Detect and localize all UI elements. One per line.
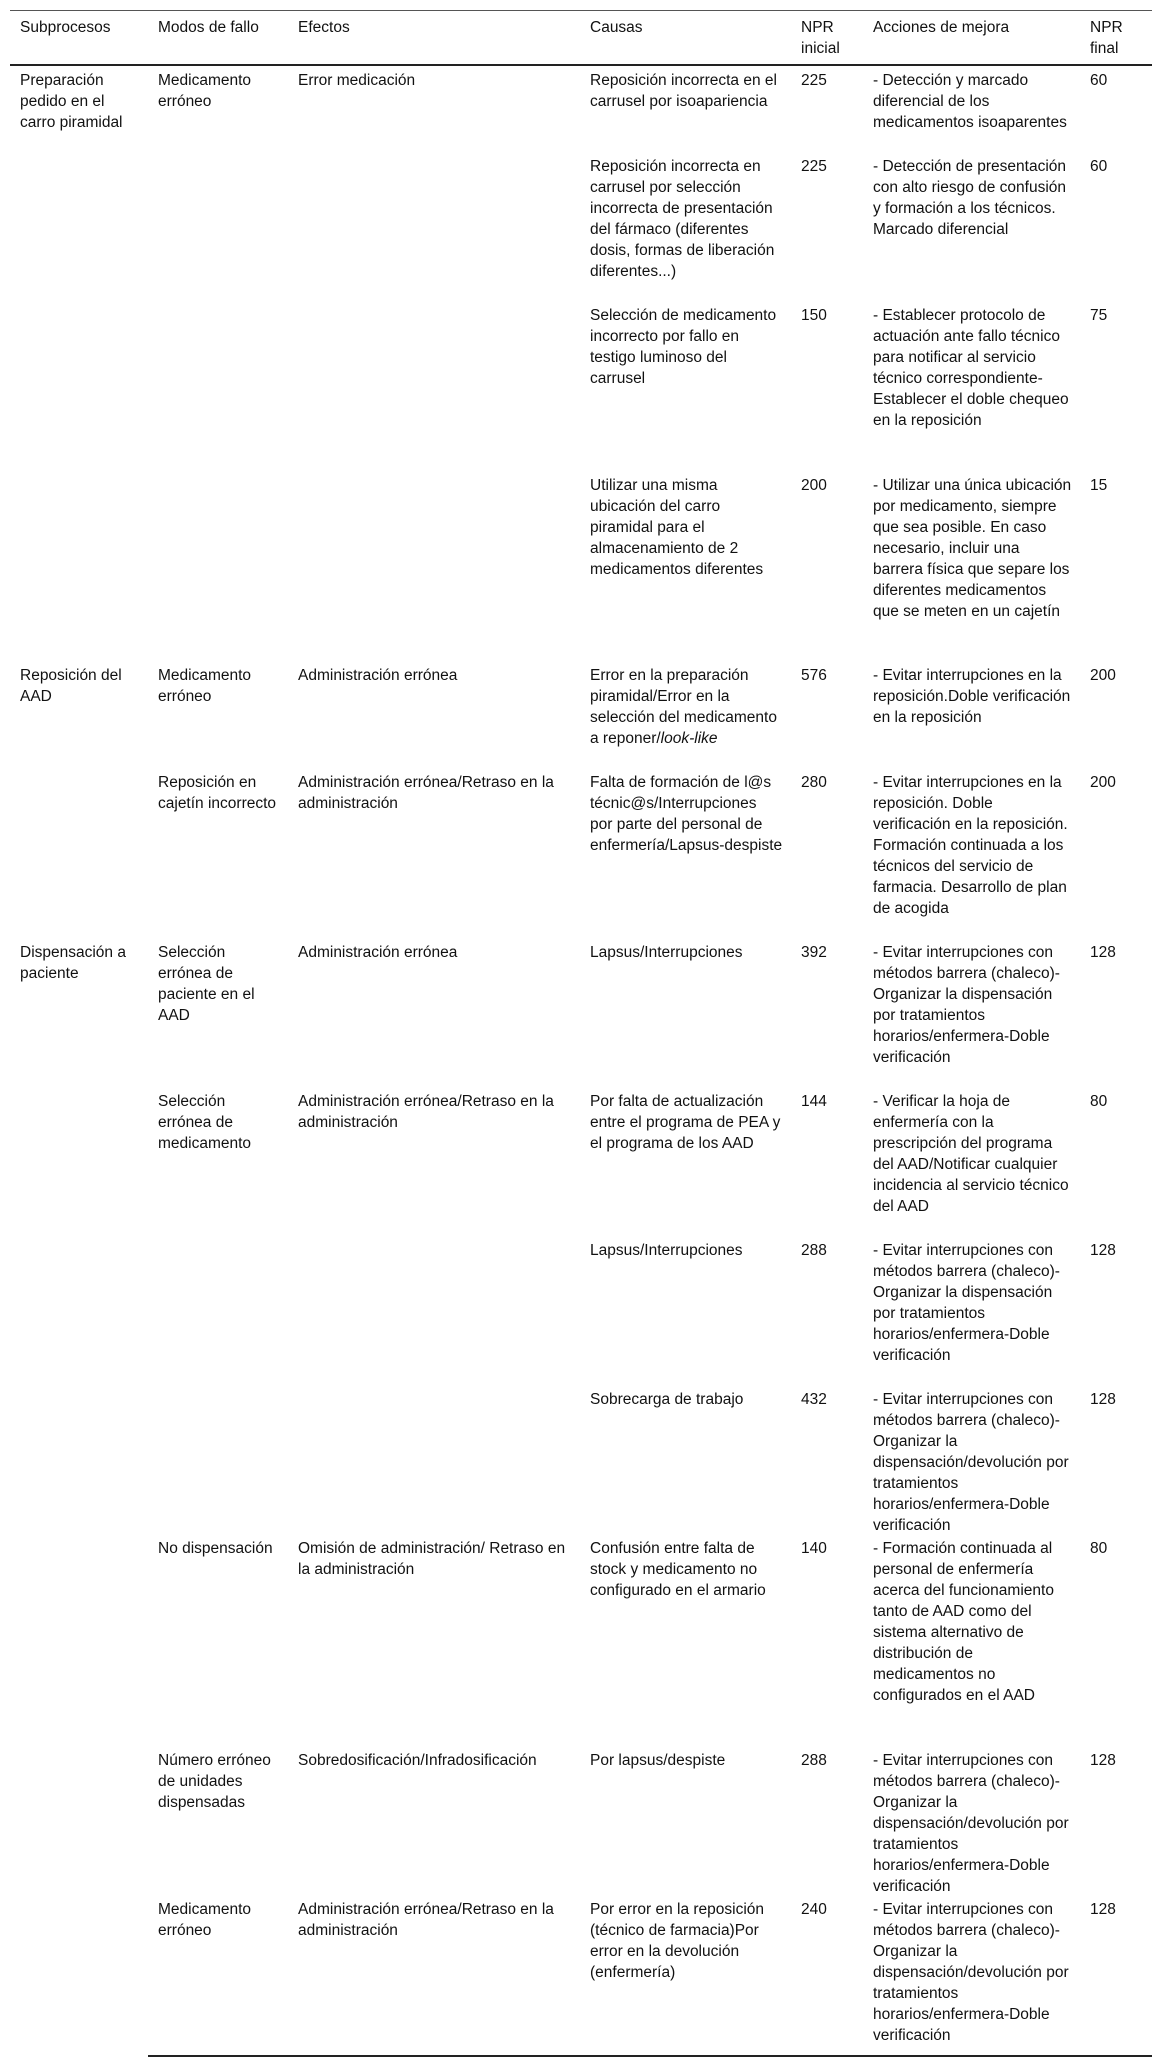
accion-mejora-cell: - Detección y marcado diferencial de los medicamentos isoaparentes <box>873 72 1067 131</box>
npr-inicial-cell: 144 <box>801 1093 827 1110</box>
npr-final-cell: 128 <box>1090 1752 1116 1769</box>
npr-final-cell: 75 <box>1090 307 1108 324</box>
causa-cell: Utilizar una misma ubicación del carro piramidal para el almacenamiento de 2 medicamentos diferentes <box>590 477 764 578</box>
header-npr-inicial: NPR inicial <box>791 11 863 66</box>
header-subprocesos: Subprocesos <box>10 11 148 66</box>
accion-mejora-cell: - Evitar interrupciones en la reposición. Doble verificación en la reposición. Formación continuada a los técnicos del servicio de farmacia. Desarrollo de plan de acogida <box>873 774 1068 917</box>
npr-inicial-cell: 225 <box>801 158 827 175</box>
modo-fallo-cell: Número erróneo de unidades dispensadas <box>158 1752 271 1811</box>
subproceso-cell: Dispensación a paciente <box>20 944 126 982</box>
causa-cell: Lapsus/Interrupciones <box>590 944 743 961</box>
npr-final-cell: 128 <box>1090 1242 1116 1259</box>
table-row <box>10 1091 1152 1240</box>
header-modos-de-fallo: Modos de fallo <box>148 11 288 66</box>
header-efectos: Efectos <box>288 11 580 66</box>
fmea-table <box>10 10 1152 2057</box>
npr-final-cell: 80 <box>1090 1540 1108 1557</box>
npr-final-cell: 200 <box>1090 774 1116 791</box>
modo-fallo-cell: Selección errónea de paciente en el AAD <box>158 944 255 1024</box>
causa-cell: Confusión entre falta de stock y medicamento no configurado en el armario <box>590 1540 766 1599</box>
accion-mejora-cell: - Detección de presentación con alto riesgo de confusión y formación a los técnicos. Marcado diferencial <box>873 158 1067 238</box>
npr-inicial-cell: 140 <box>801 1540 827 1557</box>
npr-inicial-cell: 225 <box>801 72 827 89</box>
modo-fallo-cell: Medicamento erróneo <box>148 1899 288 2056</box>
causa-cell: Por error en la reposición (técnico de farmacia)Por error en la devolución (enfermería) <box>580 1899 791 2056</box>
efecto-cell: Administración errónea/Retraso en la administración <box>298 774 554 812</box>
accion-mejora-cell: - Evitar interrupciones con métodos barrera (chaleco)- Organizar la dispensación por tratamientos horarios/enfermera-Doble verificación <box>873 944 1060 1066</box>
table-row <box>10 665 1152 772</box>
modo-fallo-cell: Selección errónea de medicamento <box>158 1093 252 1152</box>
modo-fallo-cell: Medicamento erróneo <box>158 72 252 110</box>
npr-final-cell: 200 <box>1090 667 1116 684</box>
table-row <box>10 65 1152 156</box>
subproceso-cell: Reposición del AAD <box>20 667 122 705</box>
npr-inicial-cell: 576 <box>801 667 827 684</box>
causa-cell: Reposición incorrecta en carrusel por selección incorrecta de presentación del fármaco (diferentes dosis, formas de liberación diferentes...) <box>590 158 775 280</box>
accion-mejora-cell: - Evitar interrupciones con métodos barrera (chaleco)- Organizar la dispensación/devolución por tratamientos horarios/enfermera-Doble verificación <box>873 1752 1069 1895</box>
causa-cell: Reposición incorrecta en el carrusel por isoapariencia <box>590 72 777 110</box>
causa-cell: Por lapsus/despiste <box>590 1752 726 1769</box>
causa-cell: Por falta de actualización entre el programa de PEA y el programa de los AAD <box>590 1093 781 1152</box>
npr-inicial-cell: 150 <box>801 307 827 324</box>
causa-italic-text: look-like <box>660 730 718 747</box>
npr-final-cell: 60 <box>1090 72 1108 89</box>
header-causas: Causas <box>580 11 791 66</box>
accion-mejora-cell: - Utilizar una única ubicación por medicamento, siempre que sea posible. En caso necesario, incluir una barrera física que separe los diferentes medicamentos que se meten en un cajetín <box>873 477 1072 620</box>
npr-inicial-cell: 280 <box>801 774 827 791</box>
efecto-cell: Error medicación <box>298 72 416 89</box>
npr-inicial-cell: 288 <box>801 1242 827 1259</box>
npr-final-cell: 15 <box>1090 477 1108 494</box>
efecto-cell: Administración errónea <box>298 667 458 684</box>
accion-mejora-cell: - Evitar interrupciones con métodos barrera (chaleco)- Organizar la dispensación por tratamientos horarios/enfermera-Doble verificación <box>873 1242 1060 1364</box>
npr-final-cell: 128 <box>1090 944 1116 961</box>
npr-final-cell: 128 <box>1090 1391 1116 1408</box>
accion-mejora-cell: - Evitar interrupciones con métodos barrera (chaleco)- Organizar la dispensación/devolución por tratamientos horarios/enfermera-Doble verificación <box>873 1391 1069 1534</box>
table-row <box>10 942 1152 1091</box>
npr-final-cell: 128 <box>1080 1899 1152 2056</box>
table-row <box>10 1538 1152 1750</box>
npr-inicial-cell: 200 <box>801 477 827 494</box>
modo-fallo-cell: Medicamento erróneo <box>158 667 252 705</box>
npr-final-cell: 80 <box>1090 1093 1108 1110</box>
modo-fallo-cell: No dispensación <box>158 1540 273 1557</box>
causa-cell: Selección de medicamento incorrecto por fallo en testigo luminoso del carrusel <box>590 307 777 387</box>
efecto-cell: Administración errónea <box>298 944 458 961</box>
efecto-cell: Administración errónea/Retraso en la administración <box>288 1899 580 2056</box>
npr-inicial-cell: 392 <box>801 944 827 961</box>
accion-mejora-cell: - Establecer protocolo de actuación ante fallo técnico para notificar al servicio técnico correspondiente- Establecer el doble chequeo en la reposición <box>873 307 1069 429</box>
causa-cell: Sobrecarga de trabajo <box>590 1391 744 1408</box>
table-row <box>10 1750 1152 1899</box>
table-row <box>10 772 1152 942</box>
modo-fallo-cell: Reposición en cajetín incorrecto <box>158 774 277 812</box>
accion-mejora-cell: - Verificar la hoja de enfermería con la prescripción del programa del AAD/Notificar cualquier incidencia al servicio técnico del AAD <box>873 1093 1069 1215</box>
accion-mejora-cell: - Evitar interrupciones con métodos barrera (chaleco)- Organizar la dispensación/devolución por tratamientos horarios/enfermera-Doble verificación <box>863 1899 1080 2056</box>
header-npr-final: NPR final <box>1080 11 1152 66</box>
accion-mejora-cell: - Evitar interrupciones en la reposición.Doble verificación en la reposición <box>873 667 1071 726</box>
header-acciones-de-mejora: Acciones de mejora <box>863 11 1080 66</box>
efecto-cell: Sobredosificación/Infradosificación <box>298 1752 537 1769</box>
header-row <box>10 11 1152 66</box>
npr-inicial-cell: 288 <box>801 1752 827 1769</box>
causa-cell: Falta de formación de l@s técnic@s/Interrupciones por parte del personal de enfermería/Lapsus-despiste <box>590 774 783 854</box>
subproceso-cell: Preparación pedido en el carro piramidal <box>20 72 123 131</box>
causa-cell: Lapsus/Interrupciones <box>590 1242 743 1259</box>
npr-final-cell: 60 <box>1090 158 1108 175</box>
npr-inicial-cell: 240 <box>791 1899 863 2056</box>
efecto-cell: Omisión de administración/ Retraso en la administración <box>298 1540 566 1578</box>
accion-mejora-cell: - Formación continuada al personal de enfermería acerca del funcionamiento tanto de AAD como del sistema alternativo de distribución de medicamentos no configurados en el AAD <box>873 1540 1054 1704</box>
table-row <box>10 1899 1152 2056</box>
causa-cell <box>580 665 791 772</box>
efecto-cell: Administración errónea/Retraso en la administración <box>298 1093 554 1131</box>
causa-text: Error en la preparación piramidal/Error en la selección del medicamento a reponer/ <box>590 667 777 747</box>
npr-inicial-cell: 432 <box>801 1391 827 1408</box>
